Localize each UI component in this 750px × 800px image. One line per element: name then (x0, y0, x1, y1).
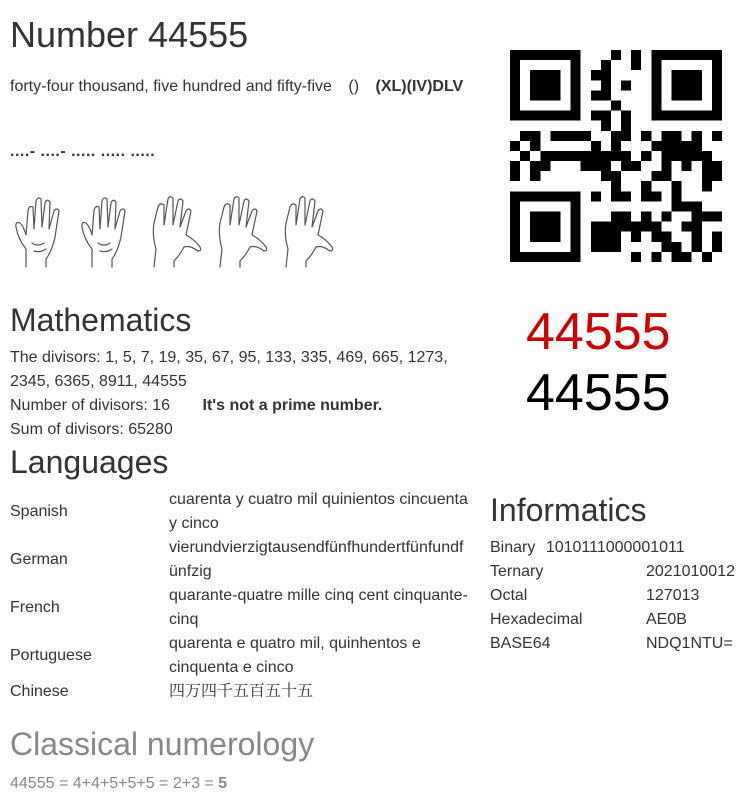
language-value-line: quarante-quatre mille cinq cent cinquante- (169, 587, 468, 604)
language-name: German (10, 551, 68, 568)
language-row-chinese (10, 680, 480, 704)
qr-module (601, 90, 611, 100)
qr-module (571, 80, 581, 90)
number-display-red: 44555 (526, 303, 671, 361)
qr-module (631, 60, 641, 70)
qr-module (550, 131, 560, 141)
qr-module (510, 80, 520, 90)
number-display-black: 44555 (526, 364, 671, 422)
qr-module (702, 151, 712, 161)
informatics-row-base64 (490, 632, 745, 656)
qr-module (510, 90, 520, 100)
qr-module (621, 131, 631, 141)
qr-module (560, 111, 570, 121)
words-text: forty-four thousand, five hundred and fifty-five (10, 78, 332, 95)
qr-module (581, 131, 591, 141)
qr-module (591, 141, 601, 151)
number-of-divisors: Number of divisors: 16 (10, 397, 171, 414)
qr-module (520, 252, 530, 262)
qr-module (530, 70, 540, 80)
qr-module (510, 171, 520, 181)
qr-module (651, 100, 661, 110)
qr-module (571, 100, 581, 110)
qr-module (530, 80, 540, 90)
qr-module (672, 141, 682, 151)
qr-module (641, 191, 651, 201)
qr-module (611, 242, 621, 252)
language-value (169, 680, 474, 704)
informatics-row-binary (490, 536, 745, 560)
qr-module (530, 111, 540, 121)
qr-module (692, 222, 702, 232)
page-title: Number 44555 (10, 14, 249, 55)
qr-module (661, 111, 671, 121)
divisors-line-2: 2345, 6365, 8911, 44555 (10, 373, 187, 390)
qr-module (550, 70, 560, 80)
qr-module (510, 141, 520, 151)
qr-module (591, 232, 601, 242)
qr-module (682, 201, 692, 211)
qr-module (672, 181, 682, 191)
language-name: Spanish (10, 503, 68, 520)
qr-module (591, 90, 601, 100)
language-value-line: cinq (169, 611, 199, 628)
qr-module (510, 50, 520, 60)
qr-module (560, 131, 570, 141)
qr-module (601, 70, 611, 80)
divisors-line-1: The divisors: 1, 5, 7, 19, 35, 67, 95, 133, 335, 469, 665, 1273, (10, 349, 448, 366)
qr-module (692, 90, 702, 100)
qr-module (682, 80, 692, 90)
numerology-heading: Classical numerology (10, 726, 315, 762)
qr-module (651, 50, 661, 60)
qr-module (651, 111, 661, 121)
qr-module (682, 252, 692, 262)
qr-module (550, 212, 560, 222)
qr-module (651, 222, 661, 232)
qr-module (550, 191, 560, 201)
qr-module (631, 232, 641, 242)
number-words (10, 75, 463, 99)
qr-module (601, 111, 611, 121)
qr-module (591, 111, 601, 121)
qr-module (550, 232, 560, 242)
qr-module (530, 50, 540, 60)
numerology-equation-text: 44555 = 4+4+5+5+5 = 2+3 = (10, 775, 219, 792)
language-value-line: 四万四千五百五十五 (169, 683, 314, 700)
qr-module (672, 50, 682, 60)
qr-module (621, 121, 631, 131)
qr-module (530, 232, 540, 242)
qr-module (510, 212, 520, 222)
qr-module (581, 161, 591, 171)
qr-module (540, 70, 550, 80)
qr-module (692, 201, 702, 211)
qr-module (702, 252, 712, 262)
qr-module (591, 222, 601, 232)
language-value (169, 488, 474, 536)
qr-module (621, 222, 631, 232)
open-hand-icon (210, 193, 268, 269)
qr-module (540, 222, 550, 232)
informatics-row-octal (490, 584, 745, 608)
qr-module (611, 131, 621, 141)
qr-module (571, 232, 581, 242)
qr-module (672, 242, 682, 252)
qr-module (641, 131, 651, 141)
qr-module (712, 242, 722, 252)
qr-module (682, 141, 692, 151)
qr-module (692, 151, 702, 161)
qr-module (560, 252, 570, 262)
qr-module (672, 70, 682, 80)
qr-module (540, 212, 550, 222)
qr-module (682, 50, 692, 60)
prime-status: It's not a prime number. (202, 397, 383, 414)
qr-module (651, 70, 661, 80)
informatics-heading: Informatics (490, 492, 647, 528)
numerology-equation (10, 772, 227, 796)
qr-module (641, 181, 651, 191)
qr-module (571, 201, 581, 211)
qr-module (661, 131, 671, 141)
language-name: French (10, 599, 60, 616)
language-value-line: cinquenta e cinco (169, 659, 294, 676)
qr-module (651, 171, 661, 181)
qr-module (591, 242, 601, 252)
qr-module (712, 80, 722, 90)
qr-module (571, 50, 581, 60)
qr-module (571, 252, 581, 262)
qr-module (621, 111, 631, 121)
qr-module (571, 70, 581, 80)
informatics-value: NDQ1NTU= (646, 635, 733, 652)
qr-module (601, 232, 611, 242)
qr-module (672, 191, 682, 201)
open-hand-icon (12, 193, 70, 269)
qr-module (520, 111, 530, 121)
qr-module (611, 232, 621, 242)
qr-module (571, 131, 581, 141)
qr-module (661, 50, 671, 60)
numerology-result: 5 (218, 775, 228, 792)
qr-module (581, 151, 591, 161)
qr-code-graphic (510, 50, 722, 262)
qr-module (550, 151, 560, 161)
qr-module (540, 191, 550, 201)
languages-heading: Languages (10, 444, 169, 480)
language-row-portuguese (10, 632, 480, 680)
qr-module (571, 151, 581, 161)
qr-module (672, 131, 682, 141)
informatics-value: 1010111000001011 (545, 539, 685, 556)
qr-module (611, 171, 621, 181)
informatics-row-ternary (490, 560, 745, 584)
qr-module (692, 70, 702, 80)
qr-module (702, 171, 712, 181)
qr-module (601, 151, 611, 161)
qr-module (661, 242, 671, 252)
qr-module (510, 100, 520, 110)
qr-module (601, 80, 611, 90)
qr-module (520, 151, 530, 161)
qr-module (530, 90, 540, 100)
open-hand-icon (276, 193, 334, 269)
qr-module (712, 70, 722, 80)
qr-module (682, 222, 692, 232)
qr-module (560, 191, 570, 201)
language-value (169, 632, 474, 680)
qr-module (692, 80, 702, 90)
qr-module (651, 80, 661, 90)
qr-module (601, 171, 611, 181)
language-row-french (10, 584, 480, 632)
qr-module (601, 222, 611, 232)
qr-module (641, 222, 651, 232)
qr-module (571, 191, 581, 201)
qr-module (601, 242, 611, 252)
qr-module (510, 70, 520, 80)
qr-module (510, 242, 520, 252)
roman-numeral: (XL)(IV)DLV (375, 78, 464, 95)
qr-module (540, 90, 550, 100)
qr-module (550, 50, 560, 60)
qr-module (540, 50, 550, 60)
qr-module (621, 161, 631, 171)
qr-module (591, 161, 601, 171)
language-value (169, 584, 474, 632)
qr-module (651, 252, 661, 262)
qr-module (651, 90, 661, 100)
qr-module (692, 131, 702, 141)
qr-module (651, 141, 661, 151)
qr-module (560, 50, 570, 60)
qr-module (672, 80, 682, 90)
qr-module (672, 252, 682, 262)
qr-module (510, 232, 520, 242)
qr-module (621, 191, 631, 201)
qr-module (611, 212, 621, 222)
qr-module (540, 161, 550, 171)
qr-module (712, 60, 722, 70)
qr-module (550, 90, 560, 100)
language-value-line: vierundvierzigtausendfünfhundertfünfundf (169, 539, 464, 556)
qr-module (601, 161, 611, 171)
qr-module (651, 232, 661, 242)
qr-module (530, 212, 540, 222)
qr-module (702, 111, 712, 121)
qr-module (661, 161, 671, 171)
qr-module (601, 60, 611, 70)
qr-module (550, 80, 560, 90)
qr-module (692, 242, 702, 252)
qr-module (520, 50, 530, 60)
language-value-line: cuarenta y cuatro mil quinientos cincuenta (169, 491, 468, 508)
qr-module (692, 50, 702, 60)
qr-module (712, 212, 722, 222)
qr-module (530, 252, 540, 262)
informatics-key: BASE64 (490, 635, 551, 652)
language-value (169, 536, 474, 584)
qr-module (621, 212, 631, 222)
qr-module (661, 151, 671, 161)
qr-module (712, 50, 722, 60)
language-value-line: ünfzig (169, 563, 212, 580)
qr-module (712, 111, 722, 121)
qr-module (601, 121, 611, 131)
informatics-key: Hexadecimal (490, 611, 583, 628)
qr-module (530, 171, 540, 181)
qr-module (510, 201, 520, 211)
informatics-key: Ternary (490, 563, 544, 580)
qr-module (591, 151, 601, 161)
informatics-value: 127013 (646, 587, 700, 604)
qr-module (682, 70, 692, 80)
qr-module (611, 191, 621, 201)
qr-module (631, 252, 641, 262)
qr-module (550, 111, 560, 121)
qr-module (530, 222, 540, 232)
qr-module (712, 131, 722, 141)
qr-module (682, 151, 692, 161)
qr-module (692, 212, 702, 222)
qr-module (682, 161, 692, 171)
qr-module (661, 232, 671, 242)
qr-module (611, 181, 621, 191)
qr-module (560, 151, 570, 161)
qr-module (672, 201, 682, 211)
qr-module (540, 151, 550, 161)
qr-module (712, 171, 722, 181)
qr-module (661, 141, 671, 151)
qr-module (672, 90, 682, 100)
qr-module (510, 161, 520, 171)
divisors-count-row (10, 394, 480, 418)
qr-module (540, 232, 550, 242)
qr-module (621, 80, 631, 90)
qr-module (540, 252, 550, 262)
language-name: Chinese (10, 683, 69, 700)
qr-module (510, 111, 520, 121)
qr-module (550, 252, 560, 262)
informatics-key: Octal (490, 587, 528, 604)
qr-module (611, 222, 621, 232)
qr-module (692, 141, 702, 151)
informatics-row-hexadecimal (490, 608, 745, 632)
language-name: Portuguese (10, 647, 92, 664)
qr-module (641, 151, 651, 161)
qr-module (571, 111, 581, 121)
qr-module (621, 151, 631, 161)
qr-module (692, 232, 702, 242)
qr-module (712, 161, 722, 171)
qr-module (692, 111, 702, 121)
qr-module (611, 151, 621, 161)
qr-module (611, 141, 621, 151)
qr-module (550, 222, 560, 232)
qr-module (520, 131, 530, 141)
qr-module (672, 111, 682, 121)
qr-module (682, 90, 692, 100)
qr-module (712, 232, 722, 242)
qr-module (651, 191, 661, 201)
qr-module (672, 151, 682, 161)
language-row-german (10, 536, 480, 584)
qr-module (530, 131, 540, 141)
qr-module (571, 212, 581, 222)
qr-module (540, 80, 550, 90)
mathematics-section (10, 346, 480, 442)
qr-module (611, 100, 621, 110)
qr-module (631, 50, 641, 60)
qr-module (571, 242, 581, 252)
informatics-key: Binary (490, 539, 536, 556)
language-row-spanish (10, 488, 480, 536)
qr-module (611, 50, 621, 60)
qr-module (631, 161, 641, 171)
qr-module (530, 141, 540, 151)
qr-module (712, 100, 722, 110)
qr-module (702, 181, 712, 191)
qr-module (641, 212, 651, 222)
qr-module (651, 60, 661, 70)
open-hand-icon (144, 193, 202, 269)
morse-code: ....- ....- ..... ..... ..... (10, 143, 156, 160)
informatics-value: AE0B (646, 611, 687, 628)
qr-module (661, 171, 671, 181)
qr-module (702, 50, 712, 60)
qr-module (712, 90, 722, 100)
informatics-value: 2021010012 (646, 563, 735, 580)
qr-module (510, 191, 520, 201)
qr-module (591, 70, 601, 80)
open-hand-icon (78, 193, 136, 269)
qr-module (682, 111, 692, 121)
qr-module (571, 222, 581, 232)
qr-module (540, 111, 550, 121)
qr-code (510, 50, 722, 262)
mathematics-heading: Mathematics (10, 302, 192, 338)
parens-text: () (348, 78, 360, 95)
qr-module (510, 252, 520, 262)
qr-module (702, 212, 712, 222)
qr-module (530, 161, 540, 171)
language-value-line: y cinco (169, 515, 219, 532)
qr-module (530, 191, 540, 201)
qr-module (631, 222, 641, 232)
sum-of-divisors: Sum of divisors: 65280 (10, 421, 173, 438)
language-value-line: quarenta e quatro mil, quinhentos e (169, 635, 421, 652)
qr-module (571, 90, 581, 100)
qr-module (702, 161, 712, 171)
qr-module (510, 60, 520, 70)
qr-module (510, 222, 520, 232)
qr-module (591, 191, 601, 201)
qr-module (520, 191, 530, 201)
qr-module (571, 60, 581, 70)
qr-module (661, 212, 671, 222)
